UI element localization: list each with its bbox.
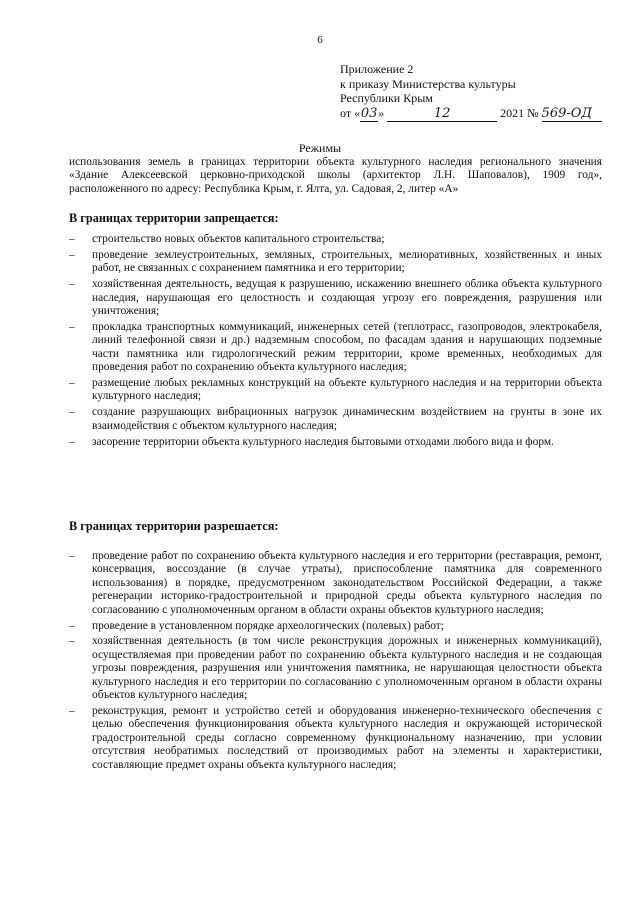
order-number: 569-ОД — [542, 107, 602, 123]
dash-marker: – — [69, 233, 75, 245]
list-item-text: строительство новых объектов капитального строительства; — [92, 233, 385, 245]
document-title: Режимы — [298, 141, 342, 155]
prohibited-heading: В границах территории запрещается: — [69, 211, 279, 225]
list-item — [69, 635, 602, 702]
dash-marker: – — [69, 704, 75, 717]
dash-marker: – — [69, 550, 75, 562]
appendix-block — [340, 62, 620, 122]
prohibited-list — [69, 233, 602, 452]
date-day: 03 — [360, 105, 378, 121]
appendix-line-3: Республики Крым — [340, 91, 433, 105]
list-item — [69, 278, 602, 318]
list-item-text: проведение работ по сохранению объекта культурного наследия и его территории (реставрация, ремонт, консервация, воссоздание (в случае утраты), приспособление памятника для современного использования) в порядке, предусмотренном законодательством Российской Федерации, а также регенерации историко-градостроительной и природной среды объекта культурного наследия по согласованию с уполномоченным органом в области охраны объектов культурного наследия; — [92, 550, 602, 616]
list-item — [69, 377, 602, 404]
list-item-text: проведение в установленном порядке археологических (полевых) работ; — [92, 619, 444, 632]
appendix-line-2: к приказу Министерства культуры — [340, 76, 516, 91]
dash-marker: – — [69, 248, 75, 261]
list-item — [69, 249, 602, 276]
dash-marker: – — [69, 377, 75, 390]
list-item-text: проведение землеустроительных, земляных, строительных, мелиоративных, хозяйственных и иных работ, не связанных с сохранением памятника и его территории; — [92, 248, 602, 275]
list-item-text: хозяйственная деятельность, ведущая к разрушению, искажению внешнего облика объекта культурного наследия, нарушающая его целостность и создающая угрозу его повреждения, разрушения или уничтожения; — [92, 278, 602, 318]
list-item — [69, 705, 602, 772]
page-number: 6 — [317, 34, 323, 46]
list-item-text: прокладка транспортных коммуникаций, инженерных сетей (теплотрасс, газопроводов, электрокабеля, линий телефонной связи и др.) надземным способом, по фасадам здания и нарушающих подземные части памятника или гидрологический режим территории, кроме временных, необходимых для проведения работ по сохранению объекта культурного наследия; — [92, 320, 602, 374]
list-item — [69, 321, 602, 375]
list-item — [69, 620, 602, 633]
date-month: 12 — [387, 107, 497, 123]
appendix-line-1: Приложение 2 — [340, 62, 414, 76]
dash-marker: – — [69, 619, 75, 632]
allowed-heading: В границах территории разрешается: — [69, 519, 279, 533]
list-item-text: реконструкция, ремонт и устройство сетей и оборудования инженерно-технического обеспечения с целью обеспечения функционирования объекта культурного наследия и окружающей исторической градостроительной среды согласно современному функциональному назначению, при условии отсутствия необратимых последствий от производимых работ на элементы и характеристики, составляющие предмет охраны объекта культурного наследия; — [92, 704, 602, 771]
document-subtitle: использования земель в границах территории объекта культурного наследия регионального значения «Здание Алексеевской церковно-приходской школы (архитектор Л.Н. Шаповалов), 1909 год», расположенного по адресу: Республика Крым, г. Ялта, ул. Садовая, 2, литер «А» — [69, 156, 602, 195]
allowed-list — [69, 550, 602, 775]
dash-marker: – — [69, 278, 75, 291]
list-item — [69, 233, 602, 246]
dash-marker: – — [69, 435, 75, 448]
dash-marker: – — [69, 320, 75, 333]
list-item-text: хозяйственная деятельность (в том числе реконструкция дорожных и инженерных коммуникаций), осуществляемая при проведении работ по сохранению объекта культурного наследия и не создающая угрозы повреждения, разрушения или уничтожения памятника, не нарушающая целостности объекта культурного наследия и его территории по согласованию с уполномоченным органом в области охраны объектов культурного наследия; — [92, 635, 602, 702]
list-item — [69, 436, 602, 449]
list-item — [69, 550, 602, 617]
date-year: 2021 № — [500, 105, 539, 120]
list-item — [69, 406, 602, 433]
appendix-date-line — [340, 106, 620, 123]
date-prefix: от « — [340, 105, 361, 120]
dash-marker: – — [69, 635, 75, 648]
list-item-text: размещение любых рекламных конструкций на объекте культурного наследия и на территории объекта культурного наследия; — [92, 377, 602, 403]
list-item-text: создание разрушающих вибрационных нагрузок динамическим воздействием на грунты в зоне их взаимодействия с объектом культурного наследия; — [92, 406, 602, 432]
date-mid: » — [378, 105, 385, 120]
dash-marker: – — [69, 406, 75, 419]
list-item-text: засорение территории объекта культурного наследия бытовыми отходами любого вида и форм. — [92, 435, 554, 448]
